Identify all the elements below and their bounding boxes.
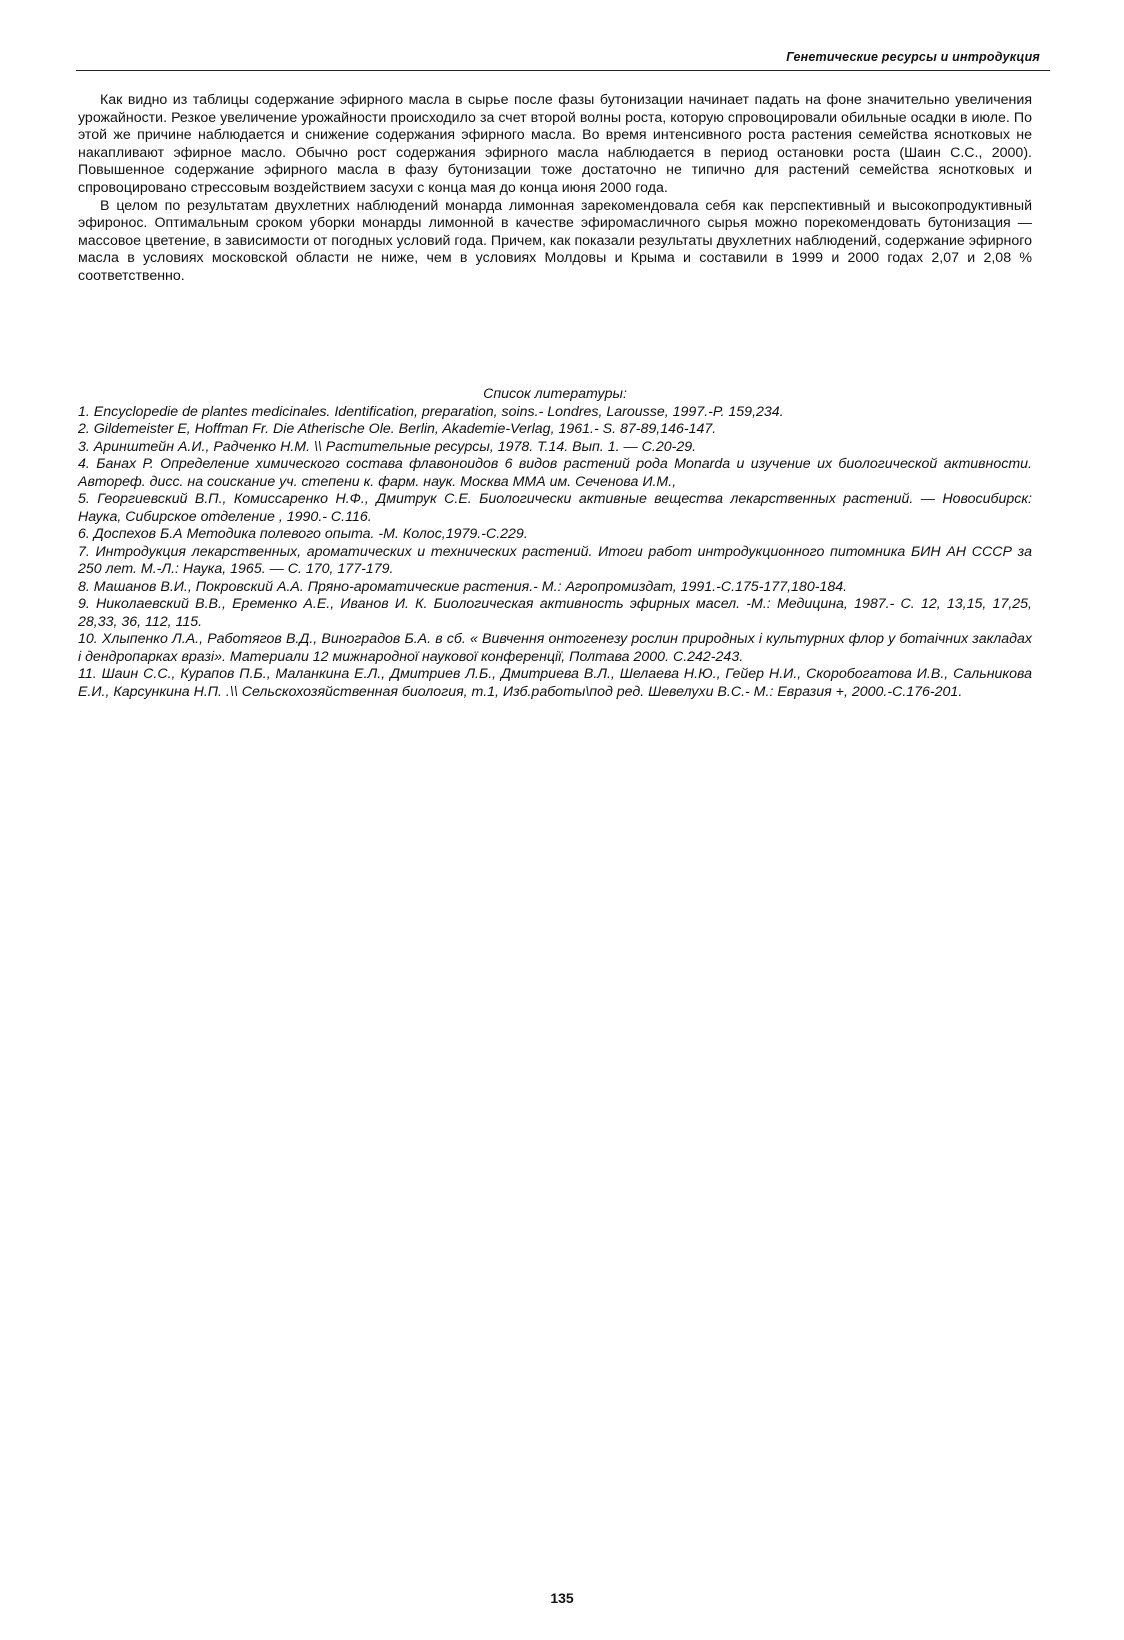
paragraph: Как видно из таблицы содержание эфирного масла в сырье после фазы бутонизации начинает падать на фоне значительно увеличения урожайности. Резкое увеличение урожайности происходило за счет второй волны роста, которую спровоцировали обильные осадки в июле. По этой же причине наблюдается и снижение содержания эфирного масла. Во время интенсивного роста растения семейства яснотковых не накапливают эфирное масло. Обычно рост содержания эфирного масла наблюдается в период остановки роста (Шаин С.С., 2000). Повышенное содержание эфирного масла в фазу бутонизации тоже достаточно не типично для растений семейства яснотковых и спровоцировано стрессовым воздействием засухи с конца мая до конца июня 2000 года. <box>78 92 1032 196</box>
reference-item: 4. Банах Р. Определение химического состава флавоноидов 6 видов растений рода Monarda и изучение их биологической активности. Автореф. дисс. на соискание уч. степени к. фарм. наук. Москва ММА им. Сеченова И.М., <box>78 456 1032 490</box>
references-section <box>78 386 1032 701</box>
running-header <box>76 46 1050 71</box>
reference-item: 3. Аринштейн А.И., Радченко Н.М. \\ Растительные ресурсы, 1978. Т.14. Вып. 1. — С.20-29. <box>78 438 697 455</box>
paragraph: В целом по результатам двухлетних наблюдений монарда лимонная зарекомендовала себя как перспективный и высокопродуктивный эфиронос. Оптимальным сроком уборки монарды лимонной в качестве эфиромасличного сырья можно порекомендовать бутонизация — массовое цветение, в зависимости от погодных условий года. Причем, как показали результаты двухлетних наблюдений, содержание эфирного масла в условиях московской области не ниже, чем в условиях Молдовы и Крыма и составили в 1999 и 2000 годах 2,07 и 2,08 % соответственно. <box>78 197 1032 284</box>
reference-item: 5. Георгиевский В.П., Комиссаренко Н.Ф., Дмитрук С.Е. Биологически активные вещества лекарственных растений. — Новосибирск: Наука, Сибирское отделение , 1990.- С.116. <box>78 491 1032 525</box>
running-title: Генетические ресурсы и интродукция <box>786 50 1040 64</box>
reference-item: 7. Интродукция лекарственных, ароматических и технических растений. Итоги работ интродукционного питомника БИН АН СССР за 250 лет. М.-Л.: Наука, 1965. — С. 170, 177-179. <box>78 543 1032 577</box>
reference-item: 10. Хлыпенко Л.А., Работягов В.Д., Виноградов Б.А. в сб. « Вивчення онтогенезу рослин природных і культурних флор у ботаічних закладах і дендропарках вразі». Материали 12 мижнародної наукової конференції, Полтава 2000. С.242-243. <box>78 631 1032 665</box>
body-text <box>78 92 1032 286</box>
reference-item: 9. Николаевский В.В., Еременко А.Е., Иванов И. К. Биологическая активность эфирных масел. -М.: Медицина, 1987.- С. 12, 13,15, 17,25, 28,33, 36, 112, 115. <box>78 596 1032 630</box>
references-title: Список литературы: <box>483 386 627 402</box>
reference-item: 2. Gildemeister E, Hoffman Fr. Die Atherische Ole. Berlin, Akademie-Verlag, 1961.- S. 87-89,146-147. <box>78 421 717 437</box>
page-number: 135 <box>550 1590 574 1606</box>
reference-item: 1. Encyclopedie de plantes medicinales. Identification, preparation, soins.- Londres, Larousse, 1997.-P. 159,234. <box>78 403 784 420</box>
references-list <box>78 404 1032 702</box>
reference-item: 11. Шаин С.С., Курапов П.Б., Маланкина Е.Л., Дмитриев Л.Б., Дмитриева В.Л., Шелаева Н.Ю., Гейер Н.И., Скоробогатова И.В., Сальникова Е.И., Карсункина Н.П. .\\ Сельскохозяйственная биология, т.1, Изб.работы\под ред. Шевелухи В.С.- М.: Евразия +, 2000.-С.176-201. <box>78 666 1032 700</box>
reference-item: 6. Доспехов Б.А Методика полевого опыта. -М. Колос,1979.-С.229. <box>78 526 528 542</box>
reference-item: 8. Машанов В.И., Покровский А.А. Пряно-ароматические растения.- М.: Агропромиздат, 1991.-С.175-177,180-184. <box>78 578 848 595</box>
